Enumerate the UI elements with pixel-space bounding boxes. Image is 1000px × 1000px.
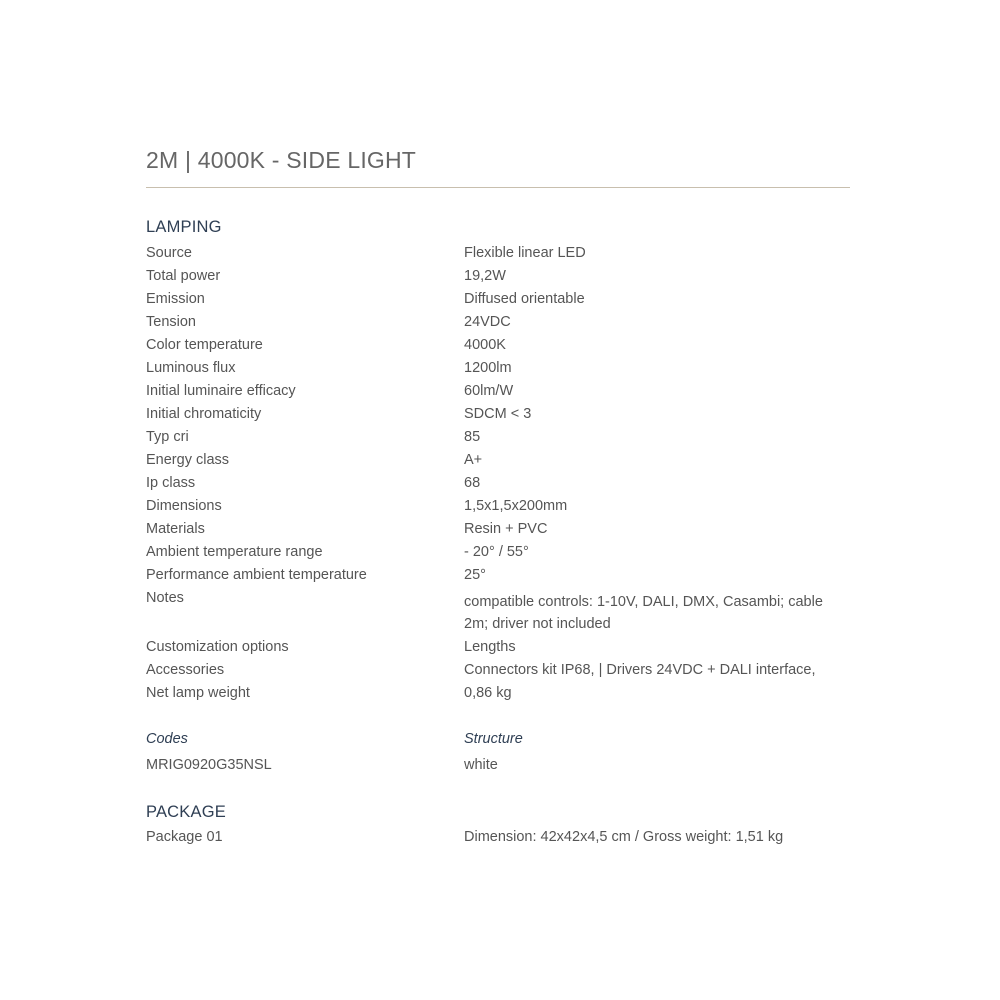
package-heading: PACKAGE [146, 803, 226, 821]
spec-value-customization: Lengths [464, 639, 516, 655]
spec-value-emission: Diffused orientable [464, 291, 585, 307]
spec-value-source: Flexible linear LED [464, 245, 586, 261]
spec-value-accessories: Connectors kit IP68, | Drivers 24VDC + DALI interface, [464, 662, 816, 678]
spec-label-luminous-flux: Luminous flux [146, 360, 236, 376]
spec-value-net-weight: 0,86 kg [464, 685, 512, 701]
spec-label-tension: Tension [146, 314, 196, 330]
spec-value-energy-class: A+ [464, 452, 483, 468]
spec-label-color-temperature: Color temperature [146, 337, 263, 353]
codes-heading: Codes [146, 731, 188, 747]
spec-label-chromaticity: Initial chromaticity [146, 406, 262, 422]
spec-label-net-weight: Net lamp weight [146, 685, 250, 701]
spec-value-ip-class: 68 [464, 475, 481, 491]
spec-label-energy-class: Energy class [146, 452, 230, 468]
spec-label-materials: Materials [146, 521, 205, 537]
spec-value-efficacy: 60lm/W [464, 383, 514, 399]
spec-label-total-power: Total power [146, 268, 221, 284]
spec-label-performance-temperature: Performance ambient temperature [146, 567, 367, 583]
spec-label-ip-class: Ip class [146, 475, 196, 491]
lamping-heading: LAMPING [146, 218, 222, 236]
title-divider [146, 187, 850, 188]
spec-label-typ-cri: Typ cri [146, 429, 189, 445]
spec-value-ambient-temperature-range: - 20° / 55° [464, 544, 529, 560]
package-label: Package 01 [146, 829, 223, 845]
spec-label-source: Source [146, 245, 192, 261]
spec-label-dimensions: Dimensions [146, 498, 222, 514]
structure-value: white [464, 757, 498, 773]
spec-value-dimensions: 1,5x1,5x200mm [464, 498, 568, 514]
spec-value-color-temperature: 4000K [464, 337, 506, 353]
spec-value-tension: 24VDC [464, 314, 511, 330]
product-code: MRIG0920G35NSL [146, 757, 272, 773]
spec-label-customization: Customization options [146, 639, 289, 655]
spec-value-materials: Resin + PVC [464, 521, 548, 537]
page-title: 2M | 4000K - SIDE LIGHT [146, 147, 417, 173]
spec-label-notes: Notes [146, 590, 184, 606]
spec-value-chromaticity: SDCM < 3 [464, 406, 532, 422]
package-value: Dimension: 42x42x4,5 cm / Gross weight: 1,51 kg [464, 829, 784, 845]
spec-value-total-power: 19,2W [464, 268, 506, 284]
spec-label-accessories: Accessories [146, 662, 225, 678]
spec-value-typ-cri: 85 [464, 429, 481, 445]
spec-value-performance-temperature: 25° [464, 567, 486, 583]
spec-label-emission: Emission [146, 291, 205, 307]
spec-label-ambient-temperature-range: Ambient temperature range [146, 544, 323, 560]
spec-value-luminous-flux: 1200lm [464, 360, 512, 376]
structure-heading: Structure [464, 731, 523, 747]
spec-value-notes: compatible controls: 1-10V, DALI, DMX, Casambi; cable 2m; driver not included [464, 594, 823, 632]
spec-label-efficacy: Initial luminaire efficacy [146, 383, 296, 399]
